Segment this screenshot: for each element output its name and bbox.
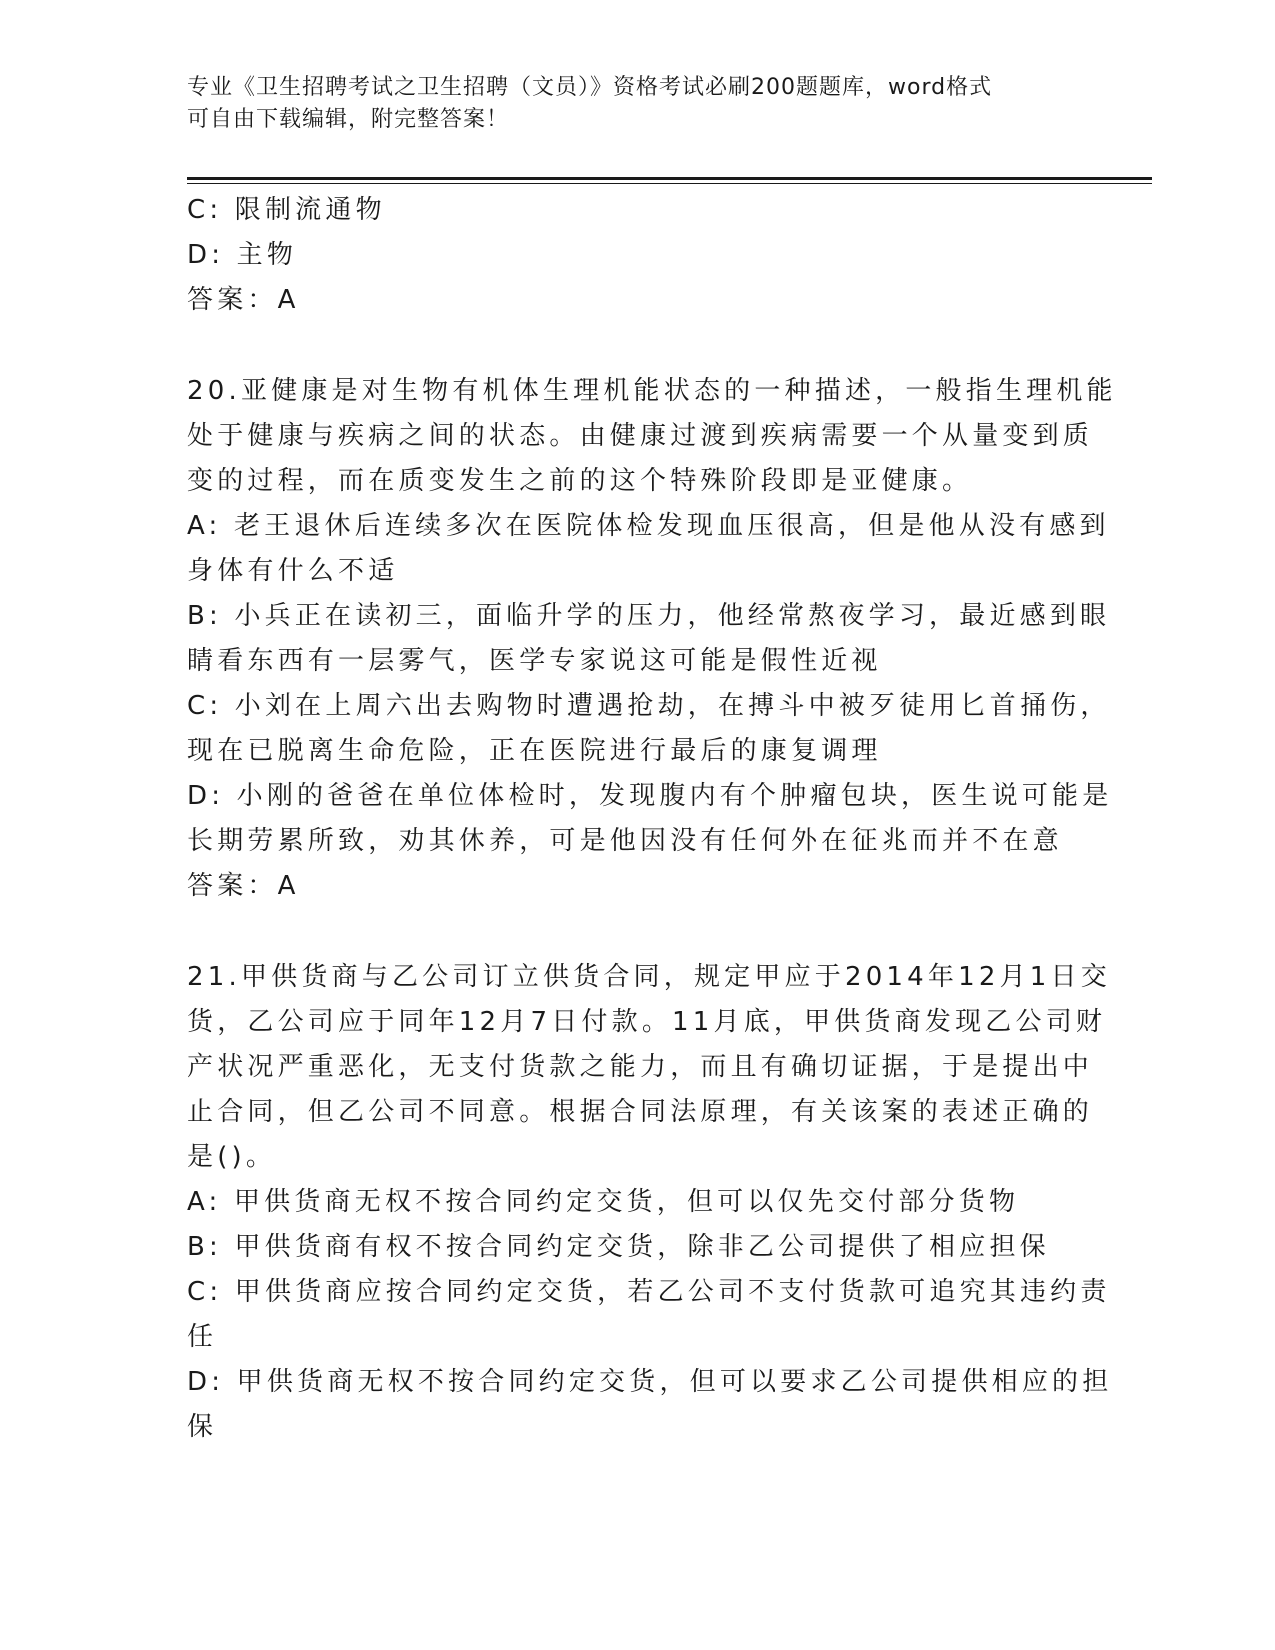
q20-answer: 答案：A xyxy=(187,871,300,901)
spacer xyxy=(187,323,1087,369)
q21-option-c-cont: 任 xyxy=(187,1322,218,1352)
q20-option-d-cont: 长期劳累所致，劝其休养，可是他因没有任何外在征兆而并不在意 xyxy=(187,826,1063,856)
q20-option-c: C: 小刘在上周六出去购物时遭遇抢劫，在搏斗中被歹徒用匕首捅伤， xyxy=(187,691,1111,721)
q20-option-d: D: 小刚的爸爸在单位体检时，发现腹内有个肿瘤包块，医生说可能是 xyxy=(187,781,1113,811)
prev-option-c: C: 限制流通物 xyxy=(187,195,386,225)
header-title-line-2: 可自由下载编辑，附完整答案！ xyxy=(187,107,510,132)
header-divider-thick xyxy=(187,177,1152,180)
q20-option-b: B: 小兵正在读初三，面临升学的压力，他经常熬夜学习，最近感到眼 xyxy=(187,601,1111,631)
prev-answer: 答案：A xyxy=(187,285,300,315)
q21-option-d: D: 甲供货商无权不按合同约定交货，但可以要求乙公司提供相应的担 xyxy=(187,1367,1113,1397)
header-title-line-1: 专业《卫生招聘考试之卫生招聘（文员）》资格考试必刷200题题库，word格式 xyxy=(187,75,993,100)
q20-option-a-cont: 身体有什么不适 xyxy=(187,556,399,586)
q21-stem-line: 产状况严重恶化，无支付货款之能力，而且有确切证据，于是提出中 xyxy=(187,1052,1094,1082)
q21-stem-line: 货，乙公司应于同年12月7日付款。11月底，甲供货商发现乙公司财 xyxy=(187,1007,1107,1037)
page-header xyxy=(187,72,1087,136)
q21-option-a: A: 甲供货商无权不按合同约定交货，但可以仅先交付部分货物 xyxy=(187,1187,1020,1217)
q21-stem-line: 是()。 xyxy=(187,1142,277,1172)
document-body xyxy=(187,188,1117,1450)
q21-option-d-cont: 保 xyxy=(187,1412,218,1442)
q21-stem-line: 止合同，但乙公司不同意。根据合同法原理，有关该案的表述正确的 xyxy=(187,1097,1094,1127)
question-20 xyxy=(187,369,1117,909)
q20-stem-line: 变的过程，而在质变发生之前的这个特殊阶段即是亚健康。 xyxy=(187,466,973,496)
spacer xyxy=(187,909,1087,955)
q20-stem-line: 20.亚健康是对生物有机体生理机能状态的一种描述，一般指生理机能 xyxy=(187,376,1117,406)
question-21 xyxy=(187,955,1113,1450)
q20-option-b-cont: 睛看东西有一层雾气，医学专家说这可能是假性近视 xyxy=(187,646,882,676)
q21-option-c: C: 甲供货商应按合同约定交货，若乙公司不支付货款可追究其违约责 xyxy=(187,1277,1111,1307)
q21-option-b: B: 甲供货商有权不按合同约定交货，除非乙公司提供了相应担保 xyxy=(187,1232,1050,1262)
q21-stem-line: 21.甲供货商与乙公司订立供货合同，规定甲应于2014年12月1日交 xyxy=(187,962,1111,992)
prev-option-d: D: 主物 xyxy=(187,240,298,270)
q20-stem-line: 处于健康与疾病之间的状态。由健康过渡到疾病需要一个从量变到质 xyxy=(187,421,1094,451)
q20-option-c-cont: 现在已脱离生命危险，正在医院进行最后的康复调理 xyxy=(187,736,882,766)
q20-option-a: A: 老王退休后连续多次在医院体检发现血压很高，但是他从没有感到 xyxy=(187,511,1110,541)
header-divider-thin xyxy=(187,183,1152,184)
